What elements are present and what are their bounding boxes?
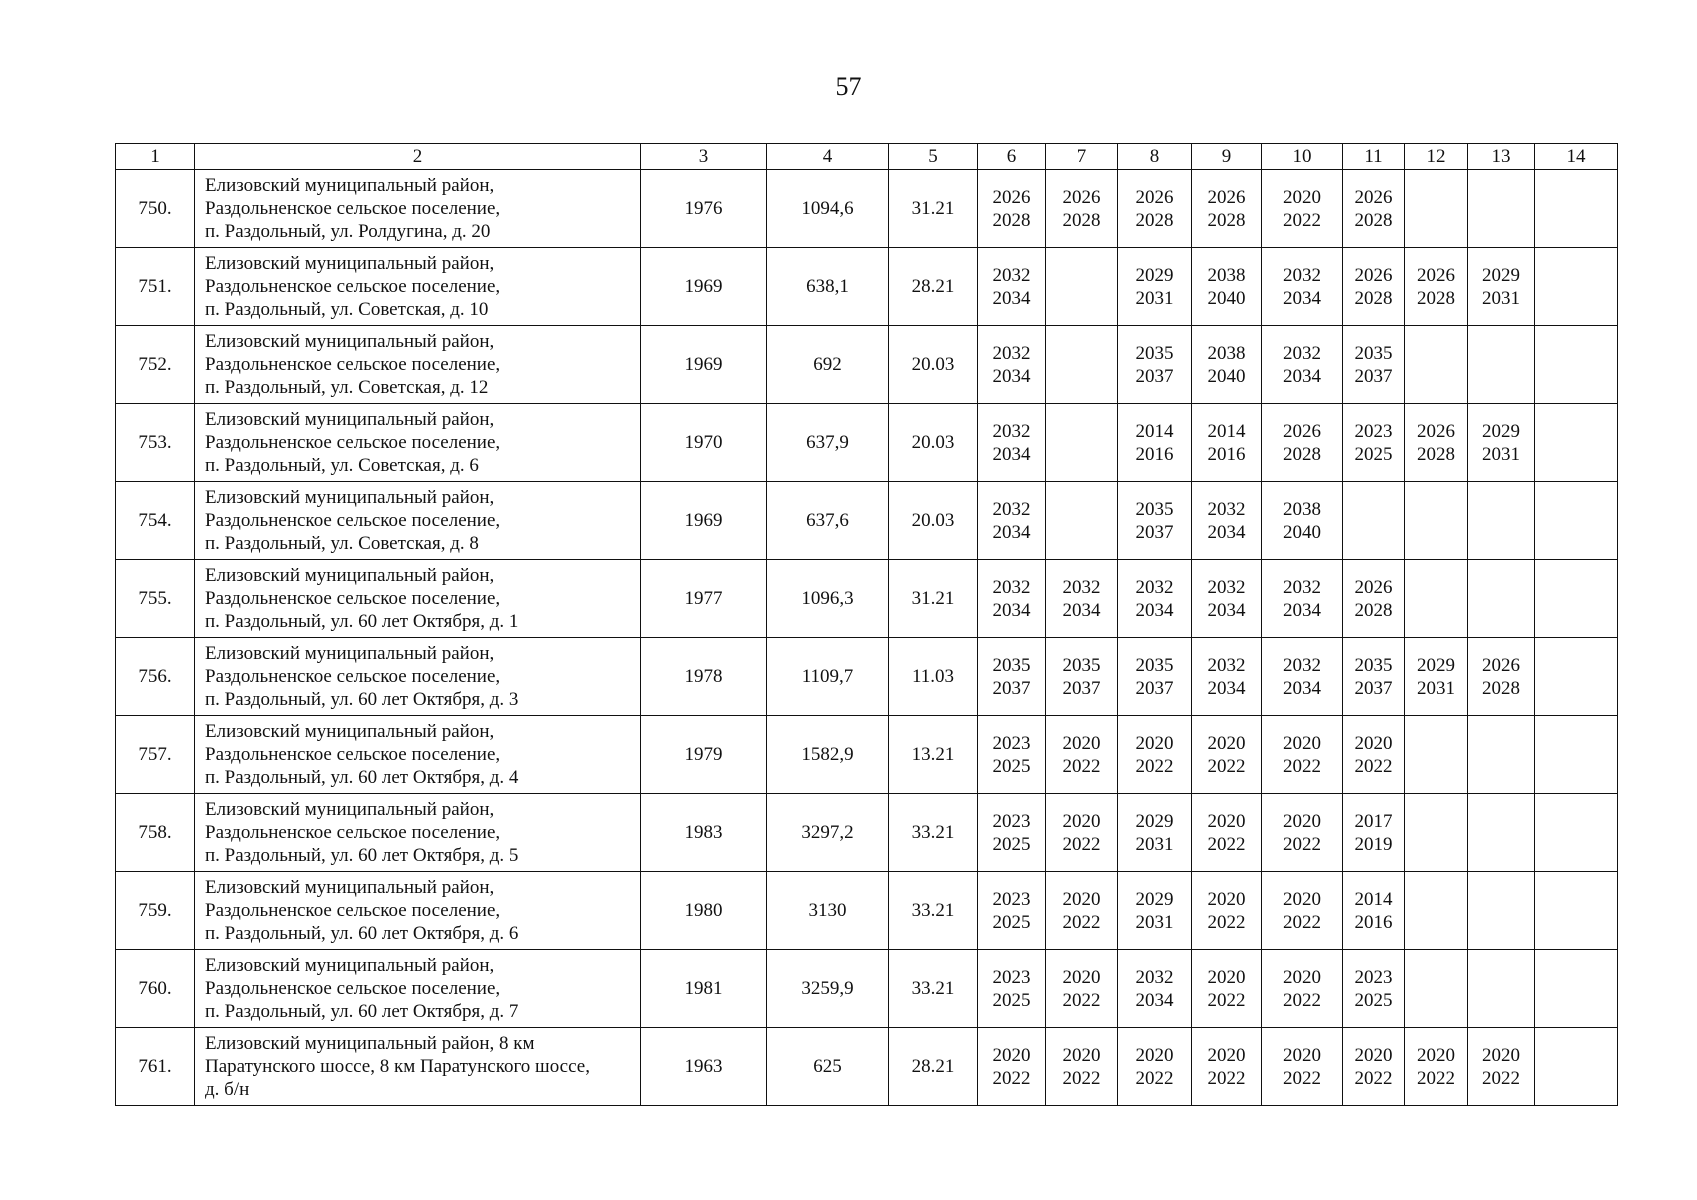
period-cell: 2029 2031: [1468, 248, 1535, 326]
period-cell: 2023 2025: [978, 716, 1046, 794]
address-cell: Елизовский муниципальный район, Раздольненское сельское поселение, п. Раздольный, ул. 60 лет Октября, д. 5: [195, 794, 641, 872]
period-cell: 2020 2022: [1343, 716, 1405, 794]
period-cell: 2026 2028: [978, 170, 1046, 248]
area-cell: 3297,2: [767, 794, 889, 872]
period-cell: 2032 2034: [1192, 482, 1262, 560]
period-cell: 2026 2028: [1262, 404, 1343, 482]
area-cell: 1582,9: [767, 716, 889, 794]
area-cell: 625: [767, 1028, 889, 1106]
period-cell: 2035 2037: [1343, 638, 1405, 716]
period-cell: 2026 2028: [1405, 404, 1468, 482]
period-cell: 2029 2031: [1468, 404, 1535, 482]
period-cell: 2020 2022: [1192, 794, 1262, 872]
period-cell: [1405, 794, 1468, 872]
period-cell: [1405, 560, 1468, 638]
row-number-cell: 750.: [116, 170, 195, 248]
column-header: 3: [641, 144, 767, 170]
column-header: 1: [116, 144, 195, 170]
column-number-row: [116, 144, 1618, 170]
build-year-cell: 1976: [641, 170, 767, 248]
period-cell: [1405, 482, 1468, 560]
period-cell: 2020 2022: [1046, 794, 1118, 872]
wear-code-cell: 31.21: [889, 560, 978, 638]
period-cell: [1535, 326, 1618, 404]
table-row: [116, 1028, 1618, 1106]
column-header: 10: [1262, 144, 1343, 170]
period-cell: 2026 2028: [1343, 248, 1405, 326]
period-cell: 2014 2016: [1192, 404, 1262, 482]
wear-code-cell: 20.03: [889, 482, 978, 560]
row-number-cell: 752.: [116, 326, 195, 404]
period-cell: 2026 2028: [1118, 170, 1192, 248]
period-cell: 2038 2040: [1262, 482, 1343, 560]
table-row: [116, 872, 1618, 950]
address-cell: Елизовский муниципальный район, Раздольненское сельское поселение, п. Раздольный, ул. Ролдугина, д. 20: [195, 170, 641, 248]
period-cell: 2023 2025: [1343, 404, 1405, 482]
period-cell: 2035 2037: [1343, 326, 1405, 404]
period-cell: 2029 2031: [1118, 794, 1192, 872]
period-cell: 2020 2022: [1046, 872, 1118, 950]
period-cell: [1343, 482, 1405, 560]
period-cell: 2038 2040: [1192, 248, 1262, 326]
period-cell: 2026 2028: [1343, 170, 1405, 248]
period-cell: [1405, 872, 1468, 950]
period-cell: 2029 2031: [1405, 638, 1468, 716]
period-cell: [1468, 482, 1535, 560]
address-cell: Елизовский муниципальный район, Раздольненское сельское поселение, п. Раздольный, ул. 60 лет Октября, д. 4: [195, 716, 641, 794]
area-cell: 692: [767, 326, 889, 404]
period-cell: 2020 2022: [1262, 170, 1343, 248]
period-cell: 2023 2025: [1343, 950, 1405, 1028]
wear-code-cell: 13.21: [889, 716, 978, 794]
period-cell: [1468, 326, 1535, 404]
period-cell: 2032 2034: [1262, 560, 1343, 638]
period-cell: 2026 2028: [1405, 248, 1468, 326]
period-cell: 2020 2022: [1118, 716, 1192, 794]
build-year-cell: 1977: [641, 560, 767, 638]
column-header: 7: [1046, 144, 1118, 170]
period-cell: [1468, 560, 1535, 638]
column-header: 9: [1192, 144, 1262, 170]
period-cell: 2032 2034: [1118, 950, 1192, 1028]
column-header: 5: [889, 144, 978, 170]
table-body: [116, 170, 1618, 1106]
period-cell: 2032 2034: [978, 560, 1046, 638]
build-year-cell: 1969: [641, 248, 767, 326]
address-cell: Елизовский муниципальный район, 8 км Паратунского шоссе, 8 км Паратунского шоссе, д. б/н: [195, 1028, 641, 1106]
row-number-cell: 756.: [116, 638, 195, 716]
period-cell: [1405, 950, 1468, 1028]
period-cell: 2014 2016: [1118, 404, 1192, 482]
period-cell: [1468, 716, 1535, 794]
period-cell: 2020 2022: [1192, 716, 1262, 794]
build-year-cell: 1980: [641, 872, 767, 950]
period-cell: 2026 2028: [1343, 560, 1405, 638]
table-row: [116, 482, 1618, 560]
build-year-cell: 1963: [641, 1028, 767, 1106]
period-cell: [1535, 716, 1618, 794]
period-cell: 2032 2034: [978, 326, 1046, 404]
area-cell: 1109,7: [767, 638, 889, 716]
period-cell: 2032 2034: [1262, 638, 1343, 716]
build-year-cell: 1969: [641, 326, 767, 404]
area-cell: 1096,3: [767, 560, 889, 638]
column-header: 4: [767, 144, 889, 170]
row-number-cell: 761.: [116, 1028, 195, 1106]
period-cell: 2035 2037: [1118, 482, 1192, 560]
period-cell: 2020 2022: [1046, 1028, 1118, 1106]
period-cell: [1535, 794, 1618, 872]
period-cell: [1535, 1028, 1618, 1106]
period-cell: [1535, 248, 1618, 326]
wear-code-cell: 33.21: [889, 872, 978, 950]
column-header: 11: [1343, 144, 1405, 170]
build-year-cell: 1969: [641, 482, 767, 560]
build-year-cell: 1983: [641, 794, 767, 872]
column-header: 13: [1468, 144, 1535, 170]
period-cell: 2029 2031: [1118, 872, 1192, 950]
wear-code-cell: 20.03: [889, 326, 978, 404]
period-cell: [1405, 716, 1468, 794]
wear-code-cell: 11.03: [889, 638, 978, 716]
period-cell: 2020 2022: [1262, 794, 1343, 872]
wear-code-cell: 20.03: [889, 404, 978, 482]
area-cell: 3259,9: [767, 950, 889, 1028]
column-header: 6: [978, 144, 1046, 170]
period-cell: 2020 2022: [1262, 716, 1343, 794]
period-cell: 2023 2025: [978, 872, 1046, 950]
address-cell: Елизовский муниципальный район, Раздольненское сельское поселение, п. Раздольный, ул. Советская, д. 12: [195, 326, 641, 404]
period-cell: 2026 2028: [1046, 170, 1118, 248]
period-cell: 2020 2022: [1192, 872, 1262, 950]
row-number-cell: 758.: [116, 794, 195, 872]
build-year-cell: 1979: [641, 716, 767, 794]
period-cell: 2032 2034: [1118, 560, 1192, 638]
period-cell: [1046, 248, 1118, 326]
period-cell: 2026 2028: [1468, 638, 1535, 716]
table-row: [116, 560, 1618, 638]
period-cell: 2035 2037: [978, 638, 1046, 716]
period-cell: 2032 2034: [1192, 560, 1262, 638]
build-year-cell: 1970: [641, 404, 767, 482]
period-cell: [1468, 170, 1535, 248]
wear-code-cell: 33.21: [889, 794, 978, 872]
table-row: [116, 716, 1618, 794]
period-cell: 2020 2022: [1192, 1028, 1262, 1106]
build-year-cell: 1981: [641, 950, 767, 1028]
period-cell: 2032 2034: [978, 404, 1046, 482]
table-row: [116, 404, 1618, 482]
period-cell: 2032 2034: [978, 482, 1046, 560]
period-cell: 2020 2022: [1046, 716, 1118, 794]
table-row: [116, 638, 1618, 716]
area-cell: 637,9: [767, 404, 889, 482]
period-cell: 2020 2022: [1262, 1028, 1343, 1106]
period-cell: [1046, 326, 1118, 404]
period-cell: [1405, 170, 1468, 248]
period-cell: [1535, 638, 1618, 716]
period-cell: 2026 2028: [1192, 170, 1262, 248]
period-cell: 2020 2022: [1262, 950, 1343, 1028]
period-cell: [1535, 872, 1618, 950]
address-cell: Елизовский муниципальный район, Раздольненское сельское поселение, п. Раздольный, ул. 60 лет Октября, д. 3: [195, 638, 641, 716]
row-number-cell: 751.: [116, 248, 195, 326]
period-cell: 2020 2022: [1468, 1028, 1535, 1106]
table-row: [116, 248, 1618, 326]
period-cell: 2032 2034: [1192, 638, 1262, 716]
address-cell: Елизовский муниципальный район, Раздольненское сельское поселение, п. Раздольный, ул. 60 лет Октября, д. 6: [195, 872, 641, 950]
column-header: 2: [195, 144, 641, 170]
period-cell: 2017 2019: [1343, 794, 1405, 872]
area-cell: 1094,6: [767, 170, 889, 248]
period-cell: 2020 2022: [1405, 1028, 1468, 1106]
period-cell: 2035 2037: [1118, 326, 1192, 404]
period-cell: 2020 2022: [1343, 1028, 1405, 1106]
period-cell: [1046, 482, 1118, 560]
row-number-cell: 754.: [116, 482, 195, 560]
wear-code-cell: 33.21: [889, 950, 978, 1028]
column-header: 14: [1535, 144, 1618, 170]
period-cell: [1468, 872, 1535, 950]
period-cell: [1405, 326, 1468, 404]
period-cell: [1535, 560, 1618, 638]
page-number: 57: [835, 72, 862, 101]
period-cell: 2029 2031: [1118, 248, 1192, 326]
period-cell: 2023 2025: [978, 950, 1046, 1028]
table-row: [116, 794, 1618, 872]
period-cell: 2032 2034: [1046, 560, 1118, 638]
address-cell: Елизовский муниципальный район, Раздольненское сельское поселение, п. Раздольный, ул. Советская, д. 8: [195, 482, 641, 560]
period-cell: 2032 2034: [978, 248, 1046, 326]
table-row: [116, 950, 1618, 1028]
wear-code-cell: 28.21: [889, 248, 978, 326]
housing-register-table: [115, 143, 1618, 1106]
period-cell: [1535, 950, 1618, 1028]
address-cell: Елизовский муниципальный район, Раздольненское сельское поселение, п. Раздольный, ул. Советская, д. 6: [195, 404, 641, 482]
period-cell: 2035 2037: [1046, 638, 1118, 716]
area-cell: 3130: [767, 872, 889, 950]
column-header: 8: [1118, 144, 1192, 170]
period-cell: 2020 2022: [1118, 1028, 1192, 1106]
area-cell: 637,6: [767, 482, 889, 560]
row-number-cell: 759.: [116, 872, 195, 950]
column-header: 12: [1405, 144, 1468, 170]
period-cell: [1046, 404, 1118, 482]
wear-code-cell: 31.21: [889, 170, 978, 248]
period-cell: 2035 2037: [1118, 638, 1192, 716]
period-cell: [1535, 482, 1618, 560]
period-cell: 2023 2025: [978, 794, 1046, 872]
period-cell: 2020 2022: [1046, 950, 1118, 1028]
row-number-cell: 755.: [116, 560, 195, 638]
period-cell: [1468, 950, 1535, 1028]
wear-code-cell: 28.21: [889, 1028, 978, 1106]
period-cell: 2014 2016: [1343, 872, 1405, 950]
row-number-cell: 760.: [116, 950, 195, 1028]
address-cell: Елизовский муниципальный район, Раздольненское сельское поселение, п. Раздольный, ул. 60 лет Октября, д. 7: [195, 950, 641, 1028]
table-row: [116, 326, 1618, 404]
period-cell: [1535, 170, 1618, 248]
period-cell: 2020 2022: [1192, 950, 1262, 1028]
period-cell: [1535, 404, 1618, 482]
row-number-cell: 753.: [116, 404, 195, 482]
period-cell: 2020 2022: [1262, 872, 1343, 950]
period-cell: 2038 2040: [1192, 326, 1262, 404]
period-cell: 2032 2034: [1262, 326, 1343, 404]
address-cell: Елизовский муниципальный район, Раздольненское сельское поселение, п. Раздольный, ул. 60 лет Октября, д. 1: [195, 560, 641, 638]
table-row: [116, 170, 1618, 248]
period-cell: 2020 2022: [978, 1028, 1046, 1106]
row-number-cell: 757.: [116, 716, 195, 794]
period-cell: [1468, 794, 1535, 872]
build-year-cell: 1978: [641, 638, 767, 716]
area-cell: 638,1: [767, 248, 889, 326]
period-cell: 2032 2034: [1262, 248, 1343, 326]
address-cell: Елизовский муниципальный район, Раздольненское сельское поселение, п. Раздольный, ул. Советская, д. 10: [195, 248, 641, 326]
